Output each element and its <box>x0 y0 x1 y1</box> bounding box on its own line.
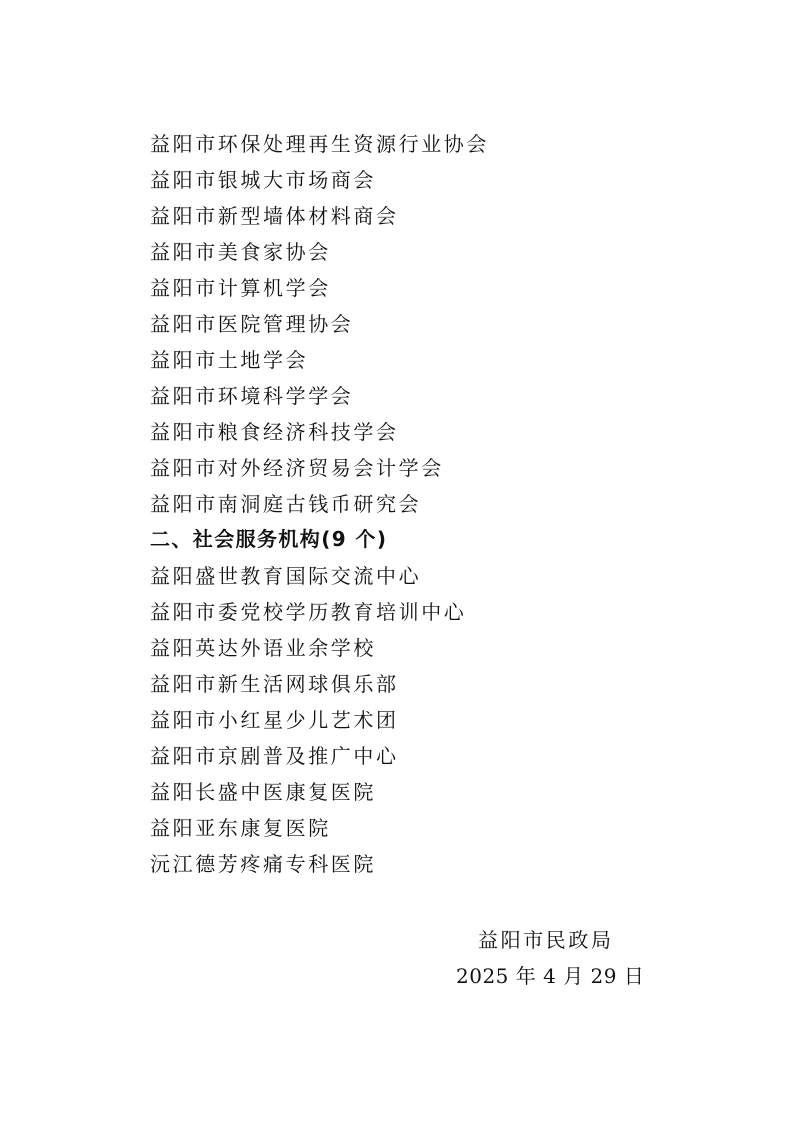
list-item: 益阳市小红星少儿艺术团 <box>150 708 399 732</box>
association-list <box>150 126 489 522</box>
list-item: 益阳市银城大市场商会 <box>150 168 376 192</box>
list-item: 益阳市土地学会 <box>150 348 309 372</box>
list-item: 益阳市环境科学学会 <box>150 384 354 408</box>
list-item: 益阳市京剧普及推广中心 <box>150 744 399 768</box>
list-item: 益阳市南洞庭古钱币研究会 <box>150 492 422 516</box>
list-item: 益阳市粮食经济科技学会 <box>150 420 399 444</box>
service-institution-list <box>150 558 466 882</box>
list-item: 益阳市环保处理再生资源行业协会 <box>150 132 489 156</box>
list-item: 益阳市新生活网球俱乐部 <box>150 672 399 696</box>
section-heading: 二、社会服务机构(9 个) <box>150 527 388 551</box>
list-item: 益阳盛世教育国际交流中心 <box>150 564 422 588</box>
list-item: 益阳市新型墙体材料商会 <box>150 204 399 228</box>
list-item: 益阳市计算机学会 <box>150 276 331 300</box>
list-item: 益阳长盛中医康复医院 <box>150 780 376 804</box>
list-item: 益阳市医院管理协会 <box>150 312 354 336</box>
list-item: 沅江德芳疼痛专科医院 <box>150 852 376 876</box>
list-item: 益阳市对外经济贸易会计学会 <box>150 456 444 480</box>
list-item: 益阳英达外语业余学校 <box>150 636 376 660</box>
list-item: 益阳市委党校学历教育培训中心 <box>150 600 467 624</box>
issuer-signature: 益阳市民政局 <box>478 928 614 952</box>
list-item: 益阳市美食家协会 <box>150 240 331 264</box>
list-item: 益阳亚东康复医院 <box>150 816 331 840</box>
issue-date: 2025 年 4 月 29 日 <box>456 964 645 988</box>
